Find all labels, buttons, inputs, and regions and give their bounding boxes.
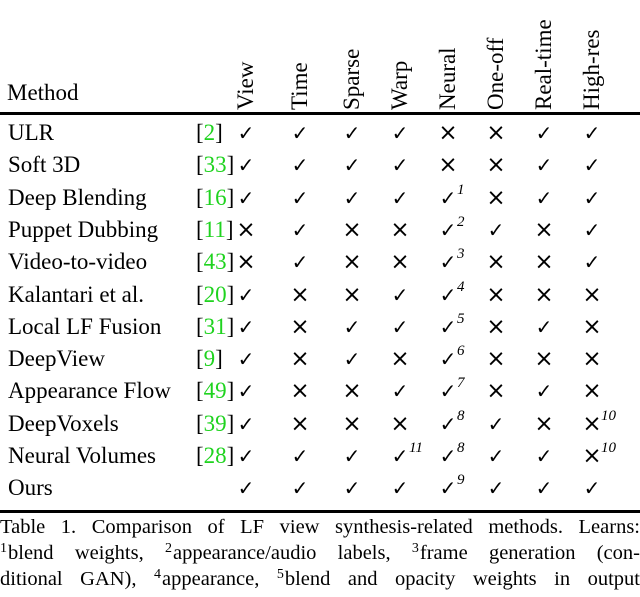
table-cell: [476, 343, 516, 375]
check-mark-icon: ✓: [583, 250, 601, 275]
caption-line: ditional GAN), $^4$appearance, $^5$blend and opacity weights in output: [0, 566, 640, 590]
cross-mark-icon: ×: [290, 378, 310, 405]
table-cell: [572, 311, 612, 343]
column-header-real-time: Real-time: [531, 19, 556, 110]
table-cell: [476, 149, 516, 181]
citation-open-bracket: [: [196, 313, 204, 339]
citation-close-bracket: ]: [225, 216, 234, 242]
table-row: [0, 472, 640, 504]
cross-mark-icon: ×: [290, 281, 310, 308]
check-mark-icon: ✓: [391, 379, 409, 404]
check-mark-icon: ✓: [237, 153, 255, 178]
citation-link[interactable]: [196, 117, 223, 149]
table-cell: [524, 440, 564, 472]
cross-mark-icon: ×: [582, 410, 602, 437]
check-mark-icon: ✓: [343, 153, 361, 178]
check-mark-icon: ✓: [535, 379, 553, 404]
table-cell: [572, 149, 612, 181]
method-name: Video-to-video: [8, 249, 148, 275]
footnote-superscript: 10: [601, 407, 616, 424]
check-mark-icon: ✓: [535, 476, 553, 501]
table-cell: [226, 149, 266, 181]
table-cell: [572, 117, 612, 149]
check-mark-icon: ✓: [237, 476, 255, 501]
table-cell: [524, 375, 564, 407]
citation-open-bracket: [: [196, 120, 204, 145]
citation-number: 11: [203, 216, 226, 242]
table-cell: [380, 408, 420, 440]
method-name: Soft 3D: [8, 152, 81, 178]
table-cell: [226, 117, 266, 149]
table-cell: [572, 375, 612, 407]
citation-open-bracket: [: [196, 152, 204, 178]
method-name: Ours: [8, 475, 53, 501]
table-row: [0, 246, 640, 278]
footnote-superscript: 5: [276, 566, 284, 582]
table-rule-top: [0, 112, 640, 115]
table-cell: [380, 440, 423, 472]
table-row: [0, 149, 640, 181]
cross-mark-icon: ×: [486, 249, 506, 276]
check-mark-icon: ✓: [583, 217, 601, 242]
table-cell: [226, 375, 266, 407]
citation-close-bracket: ]: [226, 249, 235, 275]
table-row: [0, 182, 640, 214]
footnote-superscript: 2: [457, 213, 465, 230]
method-name: Neural Volumes: [8, 443, 156, 468]
table-cell: [226, 472, 266, 504]
citation-number: 49: [203, 378, 227, 404]
footnote-superscript: 8: [457, 440, 465, 456]
cross-mark-icon: ×: [342, 281, 362, 308]
check-mark-icon: ✓: [343, 185, 361, 210]
citation-close-bracket: ]: [215, 120, 223, 145]
citation-number: 33: [203, 152, 227, 178]
table-cell: [572, 182, 612, 214]
cross-mark-icon: ×: [486, 313, 506, 340]
check-mark-icon: ✓: [439, 314, 457, 339]
cross-mark-icon: ×: [582, 443, 602, 469]
check-mark-icon: ✓: [439, 476, 457, 501]
citation-close-bracket: ]: [226, 378, 235, 404]
cross-mark-icon: ×: [582, 378, 602, 405]
citation-number: 2: [203, 120, 216, 145]
cross-mark-icon: ×: [236, 249, 256, 276]
table-cell: [428, 375, 468, 407]
citation-close-bracket: ]: [226, 410, 235, 436]
table-cell: [332, 279, 372, 311]
table-cell: [280, 149, 320, 181]
check-mark-icon: ✓: [535, 185, 553, 210]
table-cell: [280, 311, 320, 343]
cross-mark-icon: ×: [342, 378, 362, 405]
table-cell: [332, 117, 372, 149]
footnote-superscript: 5: [457, 310, 465, 327]
cross-mark-icon: ×: [290, 346, 310, 373]
table-cell: [332, 408, 372, 440]
citation-open-bracket: [: [196, 378, 204, 404]
footnote-superscript: 7: [457, 375, 465, 392]
check-mark-icon: ✓: [391, 282, 409, 307]
citation-close-bracket: ]: [226, 281, 235, 307]
cross-mark-icon: ×: [236, 216, 256, 243]
table-cell: [280, 375, 320, 407]
table-cell: [476, 279, 516, 311]
table-cell: [226, 182, 266, 214]
table-caption: [0, 515, 640, 592]
cross-mark-icon: ×: [486, 152, 506, 179]
table-cell: [332, 343, 372, 375]
table-cell: [226, 246, 266, 278]
table-row: [0, 408, 640, 440]
citation-number: 43: [203, 249, 227, 275]
check-mark-icon: ✓: [343, 444, 361, 468]
cross-mark-icon: ×: [342, 216, 362, 243]
table-cell: [280, 214, 320, 246]
table-cell: [332, 311, 372, 343]
check-mark-icon: ✓: [391, 185, 409, 210]
citation-number: 31: [203, 313, 227, 339]
table-cell: [226, 440, 266, 472]
check-mark-icon: ✓: [291, 476, 309, 501]
table-cell: [280, 343, 320, 375]
citation-number: 39: [203, 410, 227, 436]
table-cell: [332, 149, 372, 181]
table-cell: [332, 182, 372, 214]
check-mark-icon: ✓: [535, 444, 553, 468]
check-mark-icon: ✓: [291, 217, 309, 242]
cross-mark-icon: ×: [486, 346, 506, 373]
table-cell: [428, 343, 468, 375]
table-cell: [524, 408, 564, 440]
footnote-superscript: 3: [411, 540, 419, 556]
check-mark-icon: ✓: [535, 314, 553, 339]
check-mark-icon: ✓: [487, 217, 505, 242]
method-name: DeepVoxels: [8, 410, 119, 436]
footnote-superscript: 8: [457, 407, 465, 424]
table-cell: [572, 472, 612, 504]
cross-mark-icon: ×: [486, 120, 506, 146]
table-cell: [428, 149, 468, 181]
table-cell: [226, 408, 266, 440]
check-mark-icon: ✓: [439, 379, 457, 404]
check-mark-icon: ✓: [291, 153, 309, 178]
table-cell: [476, 408, 516, 440]
table-cell: [524, 279, 564, 311]
table-cell: [332, 375, 372, 407]
check-mark-icon: ✓: [291, 444, 309, 468]
check-mark-icon: ✓: [583, 153, 601, 178]
table-cell: [524, 343, 564, 375]
table-cell: [380, 149, 420, 181]
check-mark-icon: ✓: [237, 314, 255, 339]
table-cell: [476, 214, 516, 246]
citation-open-bracket: [: [196, 443, 204, 468]
table-cell: [332, 440, 372, 472]
table-cell: [226, 214, 266, 246]
check-mark-icon: ✓: [391, 153, 409, 178]
column-header-high-res: High-res: [579, 29, 604, 110]
caption-line: $^1$blend weights, $^2$appearance/audio labels, $^3$frame generation (con-: [0, 540, 640, 564]
check-mark-icon: ✓: [583, 476, 601, 501]
footnote-superscript: 1: [457, 181, 465, 198]
check-mark-icon: ✓: [439, 347, 457, 372]
table-cell: [280, 440, 320, 472]
cross-mark-icon: ×: [290, 313, 310, 340]
table-cell: [428, 408, 468, 440]
check-mark-icon: ✓: [291, 250, 309, 275]
cross-mark-icon: ×: [390, 249, 410, 276]
method-column-header: Method: [7, 80, 79, 105]
table-cell: [380, 246, 420, 278]
method-name: Deep Blending: [8, 184, 147, 210]
cross-mark-icon: ×: [582, 313, 602, 340]
table-row: [0, 117, 640, 149]
check-mark-icon: ✓: [391, 476, 409, 501]
method-name: DeepView: [8, 346, 105, 372]
check-mark-icon: ✓: [343, 121, 361, 145]
table-cell: [280, 472, 320, 504]
table-cell: [572, 343, 612, 375]
table-row: [0, 311, 640, 343]
table-cell: [476, 375, 516, 407]
table-row: [0, 214, 640, 246]
citation-open-bracket: [: [196, 249, 204, 275]
table-row: [0, 343, 640, 375]
citation-open-bracket: [: [196, 281, 204, 307]
column-header-warp: Warp: [387, 60, 412, 110]
check-mark-icon: ✓: [439, 411, 457, 436]
cross-mark-icon: ×: [486, 281, 506, 308]
table-cell: [226, 343, 266, 375]
footnote-superscript: 10: [601, 440, 616, 456]
table-cell: [428, 182, 468, 214]
citation-link[interactable]: [196, 343, 223, 375]
citation-open-bracket: [: [196, 184, 204, 210]
citation-close-bracket: ]: [226, 443, 235, 468]
footnote-superscript: 3: [457, 246, 465, 263]
check-mark-icon: ✓: [291, 185, 309, 210]
table-cell: [428, 214, 468, 246]
cross-mark-icon: ×: [534, 216, 554, 243]
check-mark-icon: ✓: [391, 121, 409, 145]
column-header-view: View: [233, 61, 258, 110]
method-name: ULR: [8, 120, 54, 145]
check-mark-icon: ✓: [439, 444, 457, 468]
table-cell: [428, 440, 468, 472]
cross-mark-icon: ×: [342, 410, 362, 437]
table-cell: [476, 472, 516, 504]
cross-mark-icon: ×: [390, 346, 410, 373]
method-name: Kalantari et al.: [8, 281, 145, 307]
check-mark-icon: ✓: [237, 347, 255, 372]
table-cell: [476, 246, 516, 278]
check-mark-icon: ✓: [439, 282, 457, 307]
table-rule-bottom: [0, 510, 640, 513]
table-cell: [380, 117, 420, 149]
column-header-sparse: Sparse: [339, 48, 364, 110]
cross-mark-icon: ×: [534, 281, 554, 308]
table-cell: [524, 149, 564, 181]
table-row: [0, 279, 640, 311]
table-cell: [572, 440, 616, 472]
citation-number: 16: [203, 184, 227, 210]
table-row: [0, 375, 640, 407]
table-cell: [428, 246, 468, 278]
method-name: Local LF Fusion: [8, 313, 162, 339]
check-mark-icon: ✓: [237, 379, 255, 404]
footnote-superscript: 11: [409, 440, 423, 456]
check-mark-icon: ✓: [487, 444, 505, 468]
table-cell: [280, 408, 320, 440]
cross-mark-icon: ×: [534, 346, 554, 373]
citation-open-bracket: [: [196, 346, 204, 372]
table-cell: [280, 117, 320, 149]
table-cell: [524, 214, 564, 246]
cross-mark-icon: ×: [486, 378, 506, 405]
citation-open-bracket: [: [196, 216, 204, 242]
table-cell: [380, 182, 420, 214]
citation-number: 9: [203, 346, 216, 372]
table-cell: [572, 214, 612, 246]
table-cell: [476, 440, 516, 472]
table-cell: [476, 182, 516, 214]
check-mark-icon: ✓: [439, 217, 457, 242]
table-cell: [332, 472, 372, 504]
table-cell: [428, 279, 468, 311]
cross-mark-icon: ×: [342, 249, 362, 276]
table-cell: [380, 279, 420, 311]
cross-mark-icon: ×: [438, 120, 458, 146]
citation-close-bracket: ]: [226, 152, 235, 178]
table-cell: [332, 214, 372, 246]
table-cell: [428, 117, 468, 149]
table-row: [0, 440, 640, 472]
cross-mark-icon: ×: [390, 410, 410, 437]
cross-mark-icon: ×: [438, 152, 458, 179]
method-name: Puppet Dubbing: [8, 216, 159, 242]
table-cell: [572, 407, 616, 440]
citation-open-bracket: [: [196, 410, 204, 436]
table-cell: [380, 343, 420, 375]
citation-close-bracket: ]: [226, 184, 235, 210]
check-mark-icon: ✓: [237, 121, 255, 145]
check-mark-icon: ✓: [583, 185, 601, 210]
table-cell: [428, 472, 468, 504]
method-name: Appearance Flow: [8, 378, 171, 404]
table-cell: [524, 117, 564, 149]
check-mark-icon: ✓: [343, 314, 361, 339]
check-mark-icon: ✓: [343, 347, 361, 372]
check-mark-icon: ✓: [391, 314, 409, 339]
table-cell: [380, 472, 420, 504]
cross-mark-icon: ×: [290, 410, 310, 437]
check-mark-icon: ✓: [439, 185, 457, 210]
check-mark-icon: ✓: [487, 476, 505, 501]
cross-mark-icon: ×: [582, 281, 602, 308]
citation-close-bracket: ]: [215, 346, 223, 372]
caption-line: Table 1. Comparison of LF view synthesis-related methods. Learns:: [0, 516, 640, 538]
check-mark-icon: ✓: [391, 444, 409, 468]
column-header-time: Time: [287, 62, 312, 110]
footnote-superscript: 6: [457, 343, 465, 360]
table-cell: [524, 311, 564, 343]
footnote-superscript: 1: [0, 540, 7, 556]
check-mark-icon: ✓: [439, 250, 457, 275]
check-mark-icon: ✓: [583, 121, 601, 145]
check-mark-icon: ✓: [487, 411, 505, 436]
footnote-superscript: 4: [457, 278, 465, 295]
cross-mark-icon: ×: [534, 249, 554, 276]
cross-mark-icon: ×: [534, 410, 554, 437]
citation-number: 28: [203, 443, 227, 468]
check-mark-icon: ✓: [237, 185, 255, 210]
table-cell: [380, 375, 420, 407]
table-cell: [524, 472, 564, 504]
check-mark-icon: ✓: [237, 282, 255, 307]
table-cell: [524, 246, 564, 278]
table-cell: [332, 246, 372, 278]
column-header-neural: Neural: [435, 47, 460, 110]
table-cell: [572, 279, 612, 311]
table-cell: [572, 246, 612, 278]
check-mark-icon: ✓: [343, 476, 361, 501]
table-cell: [380, 214, 420, 246]
table-cell: [524, 182, 564, 214]
table-cell: [280, 182, 320, 214]
check-mark-icon: ✓: [535, 153, 553, 178]
cross-mark-icon: ×: [582, 346, 602, 373]
check-mark-icon: ✓: [291, 121, 309, 145]
table-cell: [280, 246, 320, 278]
table-cell: [226, 279, 266, 311]
cross-mark-icon: ×: [486, 184, 506, 211]
citation-close-bracket: ]: [226, 313, 235, 339]
footnote-superscript: 4: [154, 566, 162, 582]
footnote-superscript: 2: [164, 540, 172, 556]
table-cell: [476, 117, 516, 149]
table-cell: [380, 311, 420, 343]
column-header-one-off: One-off: [483, 37, 508, 110]
table-cell: [226, 311, 266, 343]
table-cell: [476, 311, 516, 343]
cross-mark-icon: ×: [390, 216, 410, 243]
check-mark-icon: ✓: [535, 121, 553, 145]
citation-number: 20: [203, 281, 227, 307]
footnote-superscript: 9: [457, 472, 465, 489]
check-mark-icon: ✓: [237, 411, 255, 436]
table-cell: [428, 311, 468, 343]
table-cell: [280, 279, 320, 311]
check-mark-icon: ✓: [237, 444, 255, 468]
